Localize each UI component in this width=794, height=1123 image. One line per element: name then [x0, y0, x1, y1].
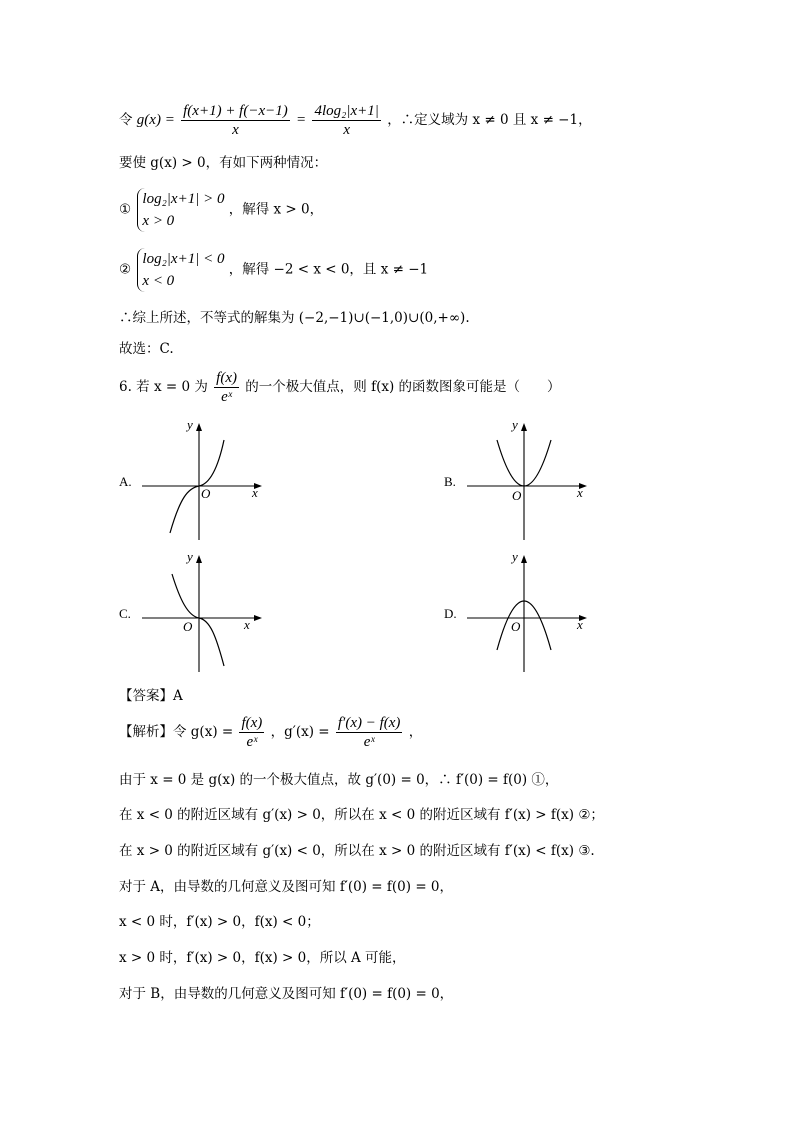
text: ，解得 x > 0，: [228, 201, 324, 218]
x-arrow-icon: [254, 615, 262, 621]
solution-line-3: 在 x > 0 的附近区域有 g′(x) < 0，所以在 x > 0 的附近区域有 f′(x) < f(x) ③.: [119, 843, 595, 859]
system-top: log₂|x+1| < 0: [142, 251, 225, 267]
y-label: y: [512, 550, 518, 564]
fraction: [239, 714, 264, 751]
numerator: f(x): [216, 370, 237, 386]
case-1: [119, 188, 323, 232]
numerator: f(x+1) + f(−x−1): [183, 103, 288, 119]
text: ，g′(x) =: [270, 724, 330, 740]
graph-a: [140, 418, 270, 542]
x-label: x: [252, 485, 258, 500]
math: =: [296, 112, 307, 128]
fraction: [336, 714, 403, 751]
math: g(x) =: [136, 112, 175, 128]
option-a-label: A.: [119, 474, 132, 489]
graph-b: [465, 418, 595, 542]
question-6: [119, 369, 561, 406]
denominator: eˣ: [363, 734, 375, 750]
text: 的一个极大值点，则 f(x) 的函数图象可能是（ ）: [245, 379, 561, 395]
y-label: y: [187, 418, 193, 432]
numerator: f(x): [241, 715, 263, 731]
curve-c: [172, 574, 224, 666]
option-b-label: B.: [444, 474, 456, 489]
text: 【解析】令 g(x) =: [119, 724, 234, 740]
origin-label: O: [201, 486, 211, 501]
denominator: eˣ: [221, 389, 233, 405]
y-arrow-icon: [196, 423, 202, 431]
system-bottom: x > 0: [142, 213, 175, 229]
case-mark: ①: [119, 201, 132, 218]
text: 令: [119, 112, 133, 128]
fraction: [214, 369, 239, 406]
line-two-cases: 要使 g(x) > 0，有如下两种情况：: [119, 155, 328, 171]
denominator: eˣ: [246, 734, 258, 750]
text: 6. 若 x = 0 为: [119, 379, 208, 395]
line-solution-set: ∴综上所述，不等式的解集为 (−2,−1)∪(−1,0)∪(0,+∞).: [119, 310, 470, 326]
text: ，∴定义域为 x ≠ 0 且 x ≠ −1，: [387, 112, 592, 128]
system-brace: [137, 248, 224, 292]
y-label: y: [187, 550, 193, 564]
x-label: x: [244, 617, 250, 632]
fraction: [312, 102, 380, 139]
y-label: y: [512, 418, 518, 432]
y-arrow-icon: [521, 423, 527, 431]
denominator: x: [232, 122, 239, 138]
solution-line-6: x > 0 时，f′(x) > 0，f(x) > 0，所以 A 可能，: [119, 950, 406, 966]
graph-c: [140, 550, 270, 674]
solution-line-1: 由于 x = 0 是 g(x) 的一个极大值点，故 g′(0) = 0，∴ f′(0) = f(0) ①，: [119, 772, 559, 788]
solution-intro: [119, 714, 422, 751]
y-arrow-icon: [196, 555, 202, 563]
solution-line-2: 在 x < 0 的附近区域有 g′(x) > 0，所以在 x < 0 的附近区域有 f′(x) > f(x) ②；: [119, 807, 604, 823]
line-choose-c: 故选：C.: [119, 341, 174, 357]
numerator: 4log₂|x+1|: [314, 103, 379, 119]
origin-label: O: [511, 619, 521, 634]
line-g-definition: [119, 102, 592, 139]
case-mark: ②: [119, 261, 132, 278]
fraction: [181, 102, 290, 139]
solution-line-7: 对于 B，由导数的几何意义及图可知 f′(0) = f(0) = 0，: [119, 986, 454, 1002]
origin-label: O: [183, 619, 193, 634]
system-bottom: x < 0: [142, 273, 175, 289]
answer-line: 【答案】A: [119, 688, 183, 704]
graph-d: [465, 550, 595, 674]
system-top: log₂|x+1| > 0: [142, 191, 225, 207]
numerator: f′(x) − f(x): [337, 715, 401, 731]
x-label: x: [577, 485, 583, 500]
text: ，解得 −2 < x < 0，且 x ≠ −1: [228, 261, 429, 278]
solution-line-5: x < 0 时，f′(x) > 0，f(x) < 0；: [119, 914, 320, 930]
x-label: x: [577, 617, 583, 632]
y-arrow-icon: [521, 555, 527, 563]
system-brace: [137, 188, 224, 232]
origin-label: O: [512, 488, 522, 503]
option-d-label: D.: [444, 606, 457, 621]
solution-line-4: 对于 A，由导数的几何意义及图可知 f′(0) = f(0) = 0，: [119, 879, 454, 895]
option-c-label: C.: [119, 606, 131, 621]
text: ，: [408, 724, 423, 740]
case-2: [119, 248, 428, 292]
denominator: x: [343, 122, 351, 138]
